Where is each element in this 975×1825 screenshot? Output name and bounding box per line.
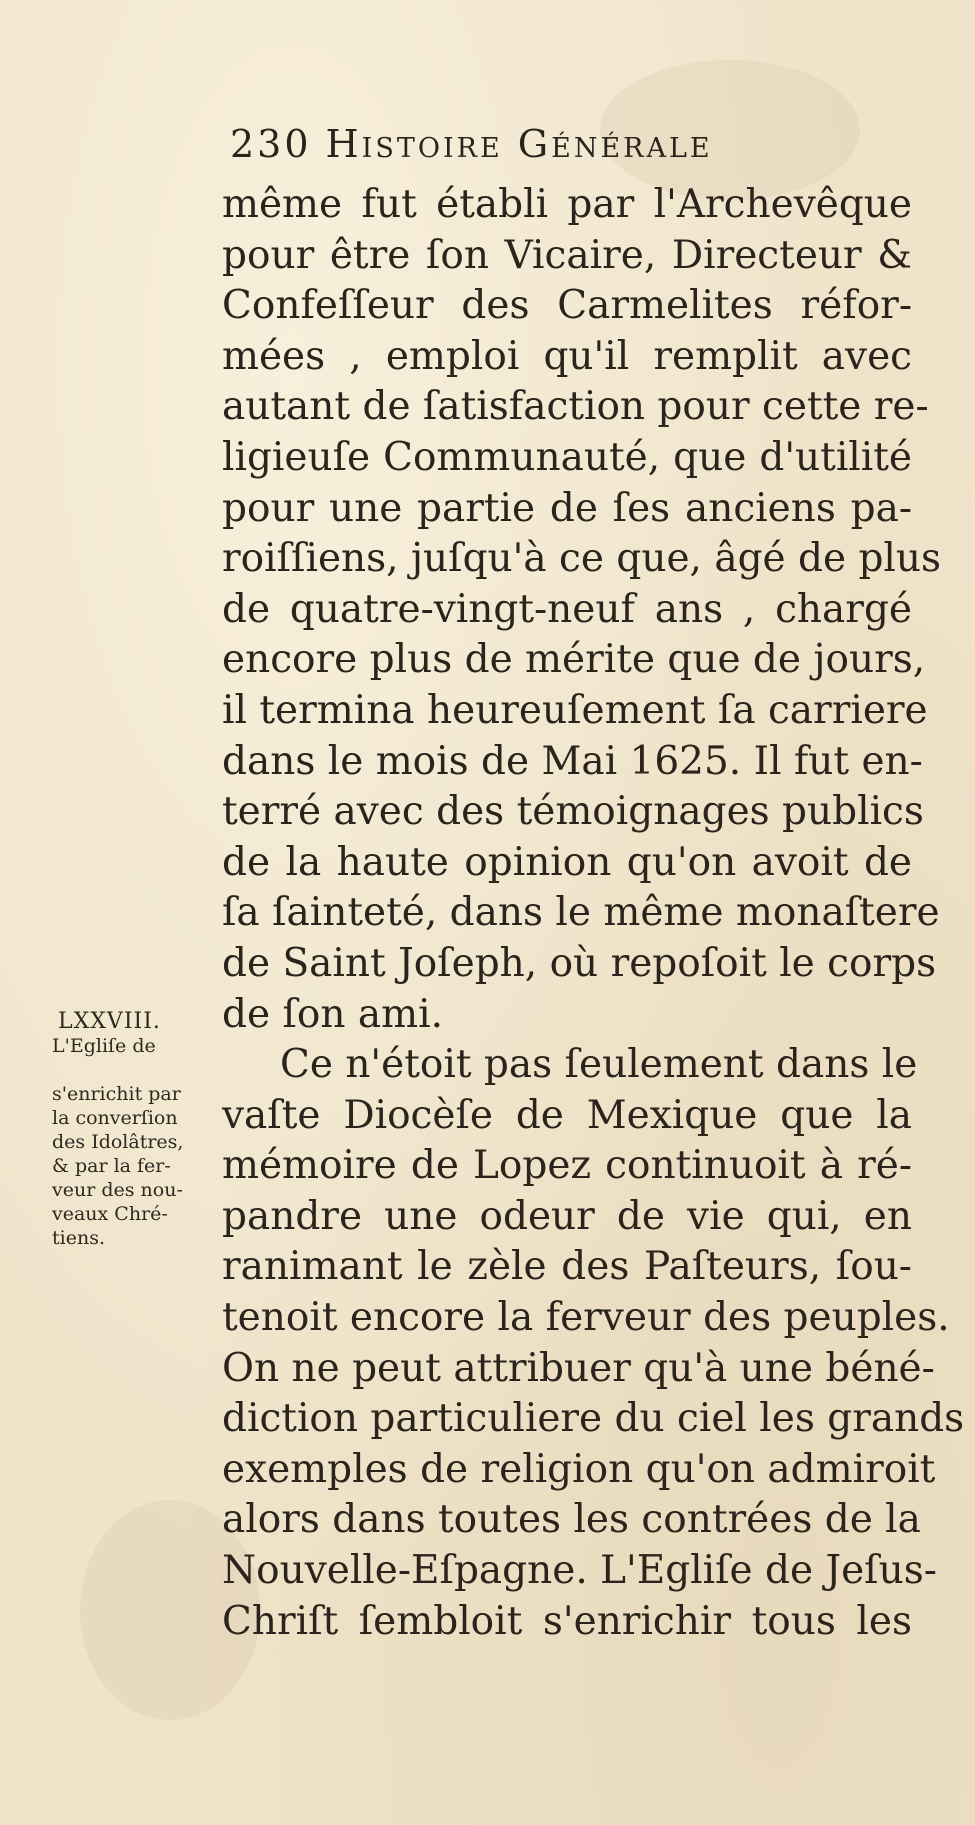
margin-note-line: tiens. — [52, 1227, 105, 1249]
text-line: Chriſt ſembloit s'enrichir tous les — [222, 1598, 912, 1644]
text-line: terré avec des témoignages publics — [222, 789, 924, 835]
text-line: même fut établi par l'Archevêque — [222, 182, 912, 227]
text-line: de ſon ami. — [222, 991, 443, 1037]
running-header — [230, 122, 910, 166]
running-title: Histoire Générale — [325, 122, 713, 166]
text-line: de quatre-vingt-neuf ans , chargé — [222, 586, 912, 632]
text-line: autant de ſatisfaction pour cette re- — [222, 384, 929, 430]
margin-note-line: veaux Chré- — [52, 1203, 168, 1225]
text-line: il termina heureuſement ſa carriere — [222, 687, 928, 733]
page-number: 230 — [230, 122, 312, 166]
text-line: roiſſiens, juſqu'à ce que, âgé de plus — [222, 536, 942, 582]
text-line: ſa ſainteté, dans le même monaſtere — [222, 890, 940, 936]
text-line: mémoire de Lopez continuoit à ré- — [222, 1143, 912, 1189]
text-line: encore plus de mérite que de jours, — [222, 637, 926, 683]
text-line: pour être ſon Vicaire, Directeur & — [222, 232, 912, 278]
text-line: ligieuſe Communauté, que d'utilité — [222, 434, 912, 480]
text-line: mées , emploi qu'il remplit avec — [222, 333, 912, 379]
margin-note-line: veur des nou- — [52, 1179, 183, 1201]
text-line: Nouvelle-Eſpagne. L'Egliſe de Jeſus- — [222, 1548, 937, 1594]
margin-note-line: & par la fer- — [52, 1155, 171, 1177]
margin-note-line: L'Egliſe de — [52, 1035, 156, 1057]
text-line: de Saint Joſeph, où repoſoit le corps — [222, 940, 937, 986]
text-line: alors dans toutes les contrées de la — [222, 1497, 921, 1543]
margin-note-line: s'enrichit par — [52, 1083, 181, 1105]
paragraph-start-line: Ce n'étoit pas ſeulement dans le — [280, 1042, 918, 1088]
text-line: exemples de religion qu'on admiroit — [222, 1446, 936, 1492]
body-text — [222, 180, 965, 1647]
text-line: pandre une odeur de vie qui, en — [222, 1193, 912, 1239]
margin-note-line: la converſion — [52, 1107, 178, 1129]
text-line: tenoit encore la ferveur des peuples. — [222, 1295, 950, 1341]
text-line: de la haute opinion qu'on avoit de — [222, 839, 912, 885]
text-line: vaſte Diocèſe de Mexique que la — [222, 1092, 912, 1138]
text-line: On ne peut attribuer qu'à une béné- — [222, 1345, 935, 1391]
text-line: ranimant le zèle des Paſteurs, ſou- — [222, 1244, 912, 1290]
text-line: Confeſſeur des Carmelites réfor- — [222, 283, 912, 329]
text-line: pour une partie de ſes anciens pa- — [222, 485, 912, 531]
section-number: LXXVIII. — [58, 1009, 161, 1034]
text-line: dans le mois de Mai 1625. Il fut en- — [222, 738, 923, 784]
margin-note-line: des Idolâtres, — [52, 1131, 184, 1153]
text-line: diction particuliere du ciel les grands — [222, 1396, 965, 1442]
margin-note-line — [52, 1058, 222, 1082]
margin-note — [52, 1010, 222, 1250]
